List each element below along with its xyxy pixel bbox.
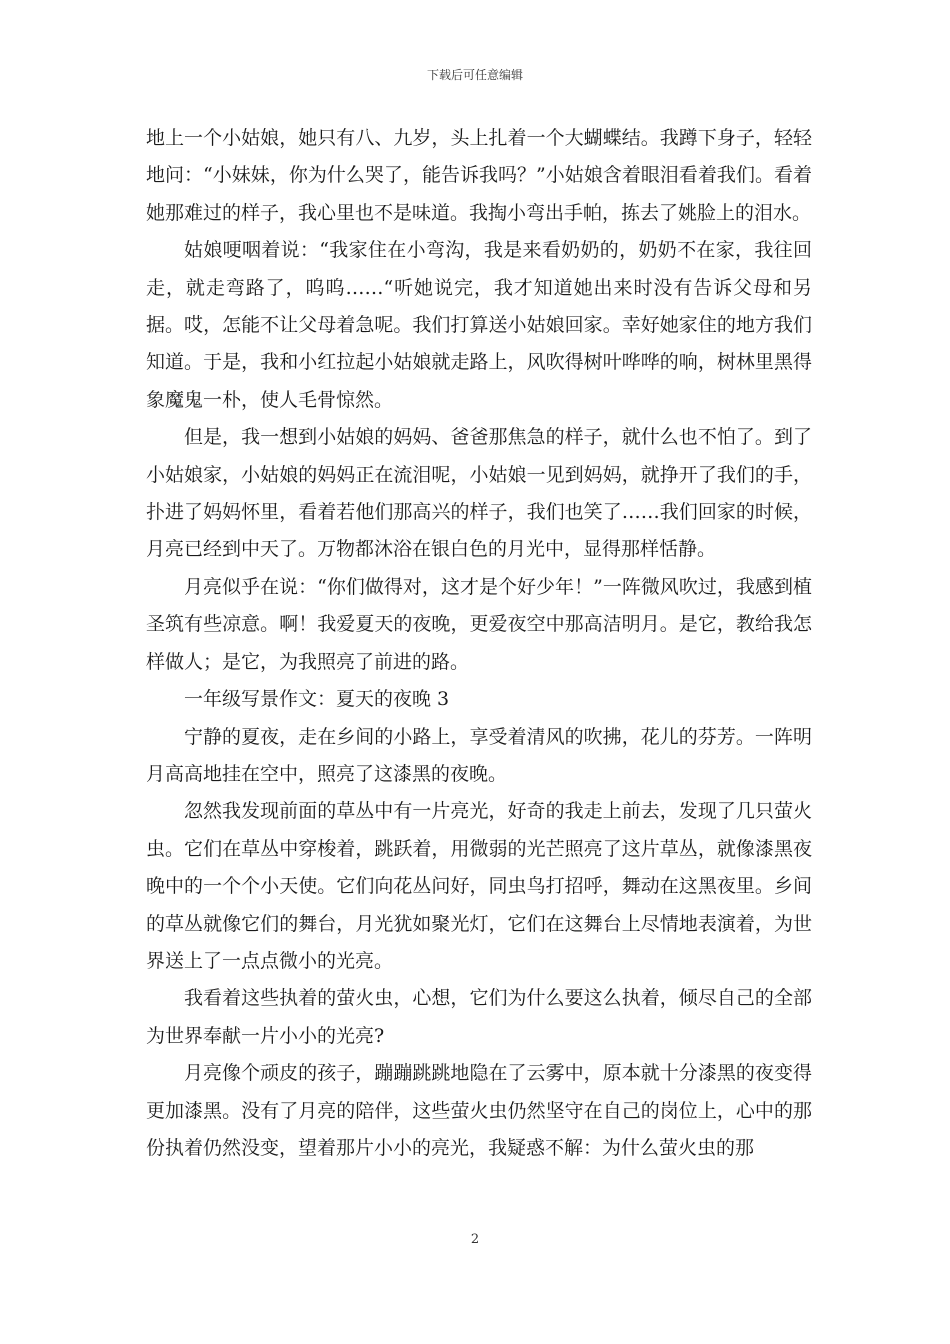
paragraph-1: 地上一个小姑娘，她只有八、九岁，头上扎着一个大蝴蝶结。我蹲下身子，轻轻地问：“小妹妹，你为什么哭了，能告诉我吗？”小姑娘含着眼泪看着我们。看着她那难过的样子，我心里也不是味道。我掏小弯出手帕，拣去了姚脸上的泪水。 xyxy=(146,127,812,224)
page-number: 2 xyxy=(470,1232,480,1247)
page-header: 下载后可任意编辑 xyxy=(426,68,523,82)
paragraph-8: 我看着这些执着的萤火虫，心想，它们为什么要这么执着，倾尽自己的全部为世界奉献一片小小的光亮? xyxy=(146,987,812,1047)
paragraph-3: 但是，我一想到小姑娘的妈妈、爸爸那焦急的样子，就什么也不怕了。到了小姑娘家，小姑娘的妈妈正在流泪呢，小姑娘一见到妈妈，就挣开了我们的手，扑进了妈妈怀里，看着若他们那高兴的样子，我们也笑了……我们回家的时候，月亮已经到中天了。万物都沐浴在银白色的月光中，显得那样恬静。 xyxy=(146,426,812,561)
paragraph-7: 忽然我发现前面的草丛中有一片亮光，好奇的我走上前去，发现了几只萤火虫。它们在草丛中穿梭着，跳跃着，用微弱的光芒照亮了这片草丛，就像漆黑夜晚中的一个个小天使。它们向花丛问好，同虫鸟打招呼，舞动在这黑夜里。乡间的草丛就像它们的舞台，月光犹如聚光灯，它们在这舞台上尽情地表演着，为世界送上了一点点微小的光亮。 xyxy=(146,800,812,972)
paragraph-9: 月亮像个顽皮的孩子，蹦蹦跳跳地隐在了云雾中，原本就十分漆黑的夜变得更加漆黑。没有了月亮的陪伴，这些萤火虫仍然坚守在自己的岗位上，心中的那份执着仍然没变，望着那片小小的亮光，我疑惑不解：为什么萤火虫的那 xyxy=(146,1062,812,1159)
paragraph-4: 月亮似乎在说：“你们做得对，这才是个好少年！”一阵微风吹过，我感到植圣筑有些凉意。啊！我爱夏天的夜晚，更爱夜空中那高洁明月。是它，教给我怎样做人；是它，为我照亮了前进的路。 xyxy=(146,575,812,673)
paragraph-6: 宁静的夏夜，走在乡间的小路上，享受着清风的吹拂，花儿的芬芳。一阵明月高高地挂在空中，照亮了这漆黑的夜晚。 xyxy=(146,725,812,785)
section-title: 一年级写景作文：夏天的夜晚 3 xyxy=(184,688,450,711)
paragraph-2: 姑娘哽咽着说：“我家住在小弯沟，我是来看奶奶的，奶奶不在家，我往回走，就走弯路了，呜呜……“听她说完，我才知道她出来时没有告诉父母和另据。哎，怎能不让父母着急呢。我们打算送小姑娘回家。幸好她家住的地方我们知道。于是，我和小红拉起小姑娘就走路上，风吹得树叶哗哗的响，树林里黑得象魔鬼一朴，使人毛骨惊然。 xyxy=(146,239,812,411)
document-body xyxy=(146,120,812,1167)
